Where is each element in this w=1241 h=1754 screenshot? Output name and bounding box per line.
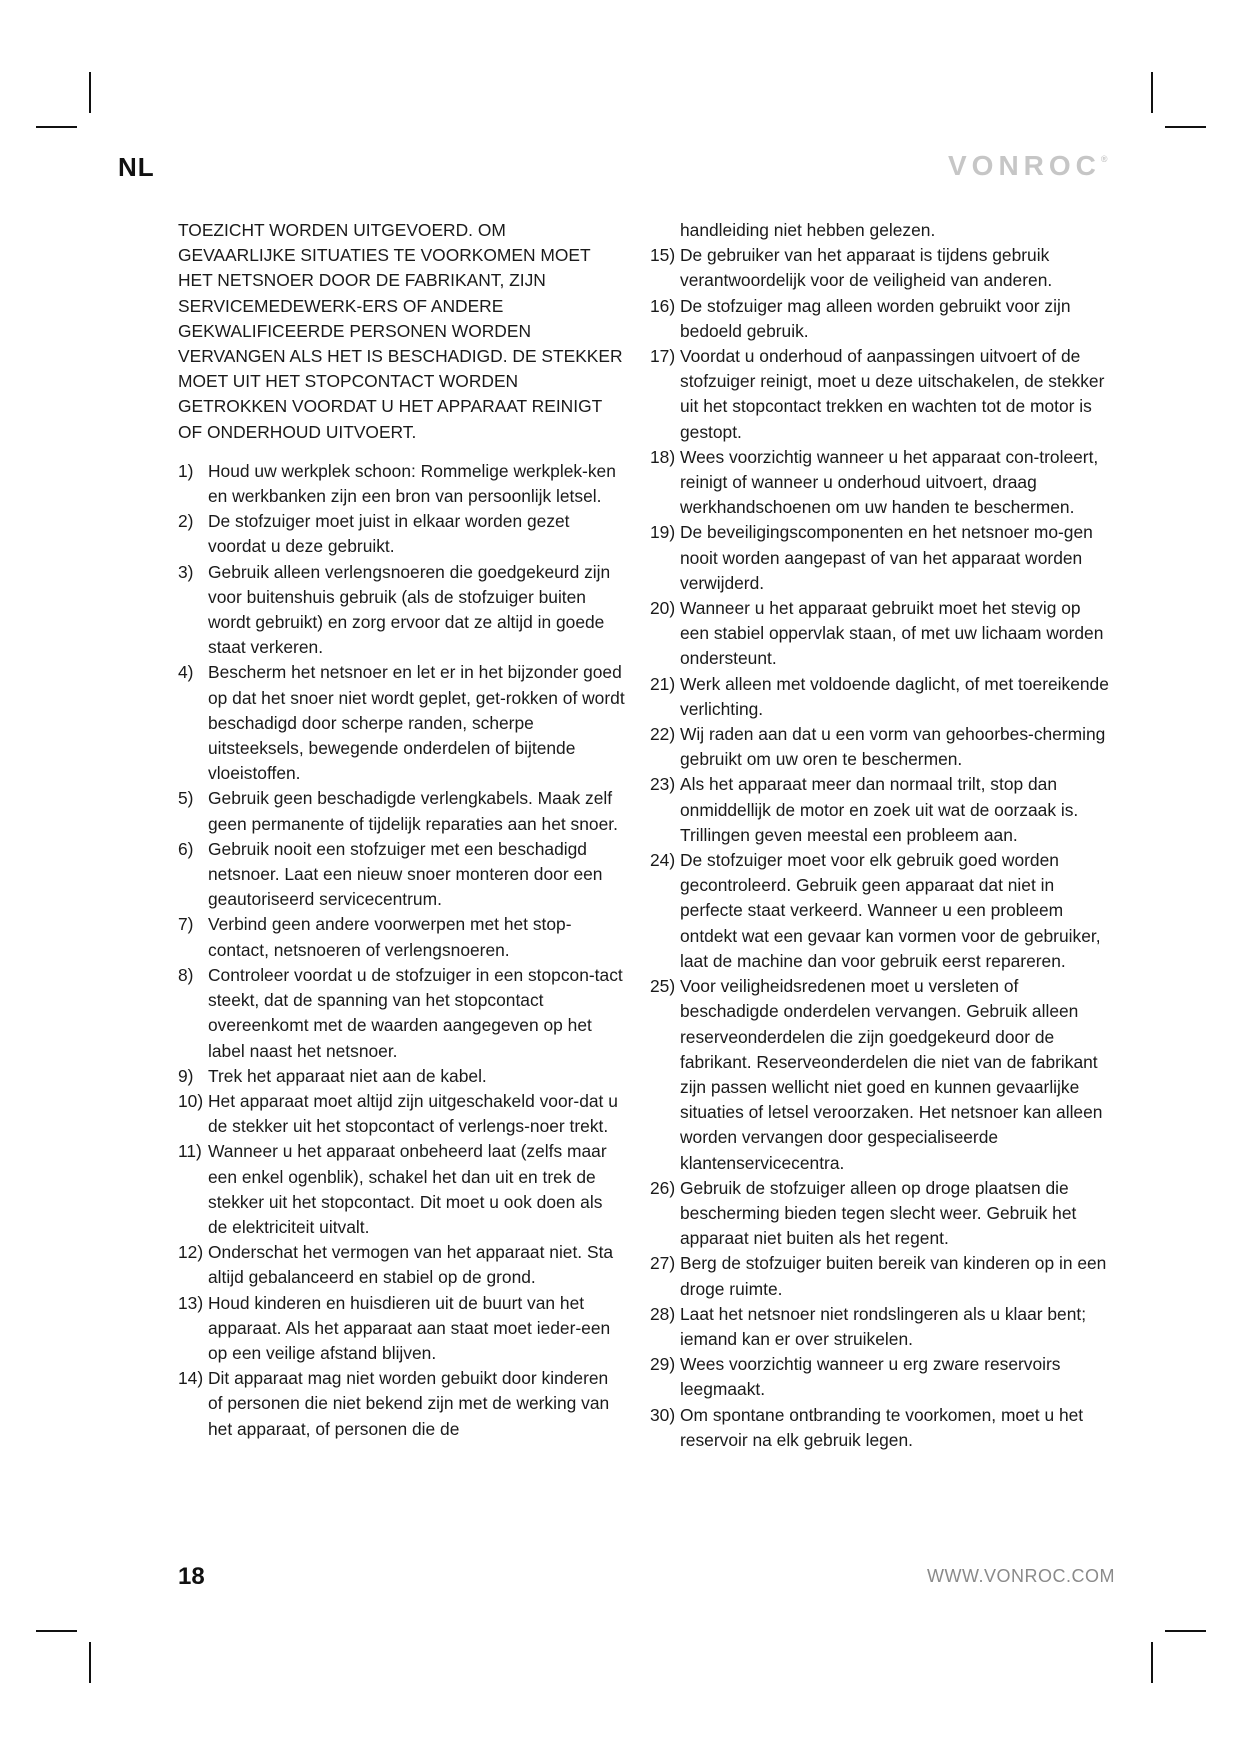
item-number: 30): [650, 1404, 676, 1425]
item-text: Controleer voordat u de stofzuiger in een stopcon-tact steekt, dat de spanning van het stopcontact overeenkomt met de waarden aangegeven op het label naast het netsnoer.: [208, 964, 623, 1061]
crop-mark: [1165, 126, 1206, 128]
brand-logo: VONROC®: [948, 150, 1108, 181]
list-item: [650, 1352, 1110, 1402]
item-number: 19): [650, 522, 676, 543]
item-number: 23): [650, 774, 676, 795]
list-item: [650, 1251, 1110, 1301]
item-number: 10): [178, 1090, 204, 1111]
item-text: Bescherm het netsnoer en let er in het bijzonder goed op dat het snoer niet wordt geplet, get-rokken of wordt beschadigd door scherpe randen, scherpe uitsteeksels, bewegende onderdelen of bijtende vloeistoffen.: [208, 662, 625, 784]
safety-list-left: [178, 459, 626, 1442]
list-item: [178, 509, 626, 559]
safety-list-right: [650, 243, 1110, 1453]
list-item: [650, 722, 1110, 772]
crop-mark: [36, 1630, 77, 1632]
list-item: [650, 520, 1110, 596]
list-item: [650, 1176, 1110, 1252]
item-number: 9): [178, 1065, 194, 1086]
right-column: [650, 218, 1110, 1453]
item-text: Onderschat het vermogen van het apparaat niet. Sta altijd gebalanceerd en stabiel op de grond.: [208, 1242, 614, 1288]
list-item: [650, 974, 1110, 1176]
item-number: 3): [178, 561, 194, 582]
website-link[interactable]: WWW.VONROC.COM: [927, 1566, 1115, 1586]
item-number: 2): [178, 511, 194, 532]
item-text: De stofzuiger moet juist in elkaar worden gezet voordat u deze gebruikt.: [208, 511, 570, 557]
list-item: [650, 243, 1110, 293]
list-item: [178, 786, 626, 836]
list-item: [178, 1139, 626, 1240]
item-text: Gebruik de stofzuiger alleen op droge plaatsen die bescherming bieden tegen slecht weer. Gebruik het apparaat niet buiten als het regent.: [680, 1177, 1077, 1249]
item-text: Laat het netsnoer niet rondslingeren als u klaar bent; iemand kan er over struikelen.: [680, 1303, 1087, 1349]
list-item: [178, 837, 626, 913]
item-number: 17): [650, 346, 676, 367]
crop-mark: [1151, 72, 1153, 113]
brand-name: VONROC: [948, 150, 1101, 181]
item-number: 24): [650, 850, 676, 871]
intro-paragraph: [178, 218, 626, 445]
item-number: 20): [650, 598, 676, 619]
item-text: Wees voorzichtig wanneer u het apparaat con-troleert, reinigt of wanneer u onderhoud uitvoert, draag werkhandschoenen om uw handen te beschermen.: [680, 446, 1099, 518]
left-column: [178, 218, 626, 1442]
list-item: [650, 1302, 1110, 1352]
item-text: Berg de stofzuiger buiten bereik van kinderen op in een droge ruimte.: [680, 1253, 1107, 1299]
item-number: 1): [178, 460, 194, 481]
item-number: 25): [650, 976, 676, 997]
item-text: Om spontane ontbranding te voorkomen, moet u het reservoir na elk gebruik legen.: [680, 1404, 1084, 1450]
item-text: Houd kinderen en huisdieren uit de buurt van het apparaat. Als het apparaat aan staat moet ieder-een op een veilige afstand blijven.: [208, 1292, 611, 1363]
list-item: [178, 1064, 626, 1089]
item-text: De stofzuiger mag alleen worden gebruikt voor zijn bedoeld gebruik.: [680, 295, 1071, 341]
item-number: 11): [178, 1141, 202, 1162]
item-number: 12): [178, 1242, 204, 1263]
list-item: [650, 1403, 1110, 1453]
item-number: 14): [178, 1368, 204, 1389]
item-number: 26): [650, 1177, 676, 1198]
item-text: Gebruik nooit een stofzuiger met een beschadigd netsnoer. Laat een nieuw snoer monteren door een geautoriseerd servicecentrum.: [208, 838, 603, 910]
list-item: [178, 1089, 626, 1139]
list-item: [650, 445, 1110, 521]
item-text: Werk alleen met voldoende daglicht, of met toereikende verlichting.: [680, 673, 1109, 719]
list-item: [650, 772, 1110, 848]
item-number: 29): [650, 1354, 676, 1375]
item-number: 5): [178, 788, 194, 809]
intro-text: TOEZICHT WORDEN UITGEVOERD. OM GEVAARLIJKE SITUATIES TE VOORKOMEN MOET HET NETSNOER DOOR DE FABRIKANT, ZIJN SERVICEMEDEWERK-ERS OF ANDERE GEKWALIFICEERDE PERSONEN WORDEN VERVANGEN ALS HET IS BESCHADIGD. DE STEKKER MOET UIT HET STOPCONTACT WORDEN GETROKKEN VOORDAT U HET APPARAAT REINIGT OF ONDERHOUD UITVOERT.: [178, 220, 623, 442]
item-text: Houd uw werkplek schoon: Rommelige werkplek-ken en werkbanken zijn een bron van persoonlijk letsel.: [208, 460, 616, 507]
item-number: 6): [178, 838, 194, 859]
item-text: Wij raden aan dat u een vorm van gehoorbes-cherming gebruikt om uw oren te beschermen.: [680, 724, 1106, 770]
item-text: Trek het apparaat niet aan de kabel.: [208, 1065, 487, 1086]
list-item: [650, 294, 1110, 344]
item-text: De gebruiker van het apparaat is tijdens gebruik verantwoordelijk voor de veiligheid van anderen.: [680, 245, 1053, 291]
list-item: [178, 660, 626, 786]
list-item: [650, 344, 1110, 445]
page-number: 18: [178, 1563, 205, 1590]
list-item: [178, 1291, 626, 1367]
item-number: 28): [650, 1303, 676, 1324]
list-item: [178, 963, 626, 1064]
language-code: NL: [118, 152, 155, 182]
item-number: 7): [178, 914, 194, 935]
item-number: 15): [650, 245, 676, 266]
crop-mark: [89, 1642, 91, 1683]
item-number: 18): [650, 446, 676, 467]
item-text: De beveiligingscomponenten en het netsnoer mo-gen nooit worden aangepast of van het apparaat worden verwijderd.: [680, 522, 1093, 593]
item-number: 21): [650, 673, 676, 694]
item-number: 16): [650, 295, 676, 316]
continuation-text: handleiding niet hebben gelezen.: [680, 220, 936, 240]
item-text: Het apparaat moet altijd zijn uitgeschakeld voor-dat u de stekker uit het stopcontact of verlengs-noer trekt.: [208, 1090, 618, 1137]
item-number: 4): [178, 662, 194, 683]
item-number: 8): [178, 964, 194, 985]
item-number: 27): [650, 1253, 676, 1274]
list-item: [178, 560, 626, 661]
list-item: [178, 912, 626, 962]
list-item: [650, 596, 1110, 672]
crop-mark: [1165, 1630, 1206, 1632]
list-item: [650, 848, 1110, 974]
list-item: [178, 1366, 626, 1442]
item-text: Gebruik alleen verlengsnoeren die goedgekeurd zijn voor buitenshuis gebruik (als de stofzuiger buiten wordt gebruikt) en zorg ervoor dat ze altijd in goede staat verkeren.: [208, 561, 611, 658]
item-text: De stofzuiger moet voor elk gebruik goed worden gecontroleerd. Gebruik geen apparaat dat niet in perfecte staat verkeerd. Wanneer u een probleem ontdekt wat een gevaar kan vormen voor de gebruiker, laat de machine dan voor gebruik eerst repareren.: [680, 850, 1101, 971]
item-text: Verbind geen andere voorwerpen met het stop-contact, netsnoeren of verlengsnoeren.: [208, 914, 572, 960]
item-text: Wanneer u het apparaat gebruikt moet het stevig op een stabiel oppervlak staan, of met uw lichaam worden ondersteunt.: [680, 598, 1104, 669]
item-text: Dit apparaat mag niet worden gebuikt door kinderen of personen die niet bekend zijn met de werking van het apparaat, of personen die de: [208, 1368, 610, 1439]
list-item: [650, 672, 1110, 722]
crop-mark: [89, 72, 91, 113]
item-number: 22): [650, 724, 676, 745]
item-text: Voor veiligheidsredenen moet u versleten of beschadigde onderdelen vervangen. Gebruik alleen reserveonderdelen die zijn goedgekeurd door de fabrikant. Reserveonderdelen die niet van de fabrikant zijn passen wellicht niet goed en kunnen gevaarlijke situaties of letsel veroorzaken. Het netsnoer kan alleen worden vervangen door gespecialiseerde klantenservicecentra.: [680, 976, 1103, 1173]
item-number: 13): [178, 1292, 204, 1313]
item-text: Wanneer u het apparaat onbeheerd laat (zelfs maar een enkel ogenblik), schakel het dan uit en trek de stekker uit het stopcontact. Dit moet u ook doen als de elektriciteit uitvalt.: [208, 1141, 607, 1237]
item-text: Gebruik geen beschadigde verlengkabels. Maak zelf geen permanente of tijdelijk reparaties aan het snoer.: [208, 788, 618, 834]
crop-mark: [1151, 1642, 1153, 1683]
crop-mark: [36, 126, 77, 128]
list-item: [178, 459, 626, 509]
list-item: [178, 1240, 626, 1290]
item-text: Voordat u onderhoud of aanpassingen uitvoert of de stofzuiger reinigt, moet u deze uitschakelen, de stekker uit het stopcontact trekken en wachten tot de motor is gestopt.: [680, 346, 1105, 442]
item-text: Als het apparaat meer dan normaal trilt, stop dan onmiddellijk de motor en zoek uit wat de oorzaak is. Trillingen geven meestal een probleem aan.: [680, 774, 1079, 845]
item-text: Wees voorzichtig wanneer u erg zware reservoirs leegmaakt.: [680, 1354, 1061, 1400]
